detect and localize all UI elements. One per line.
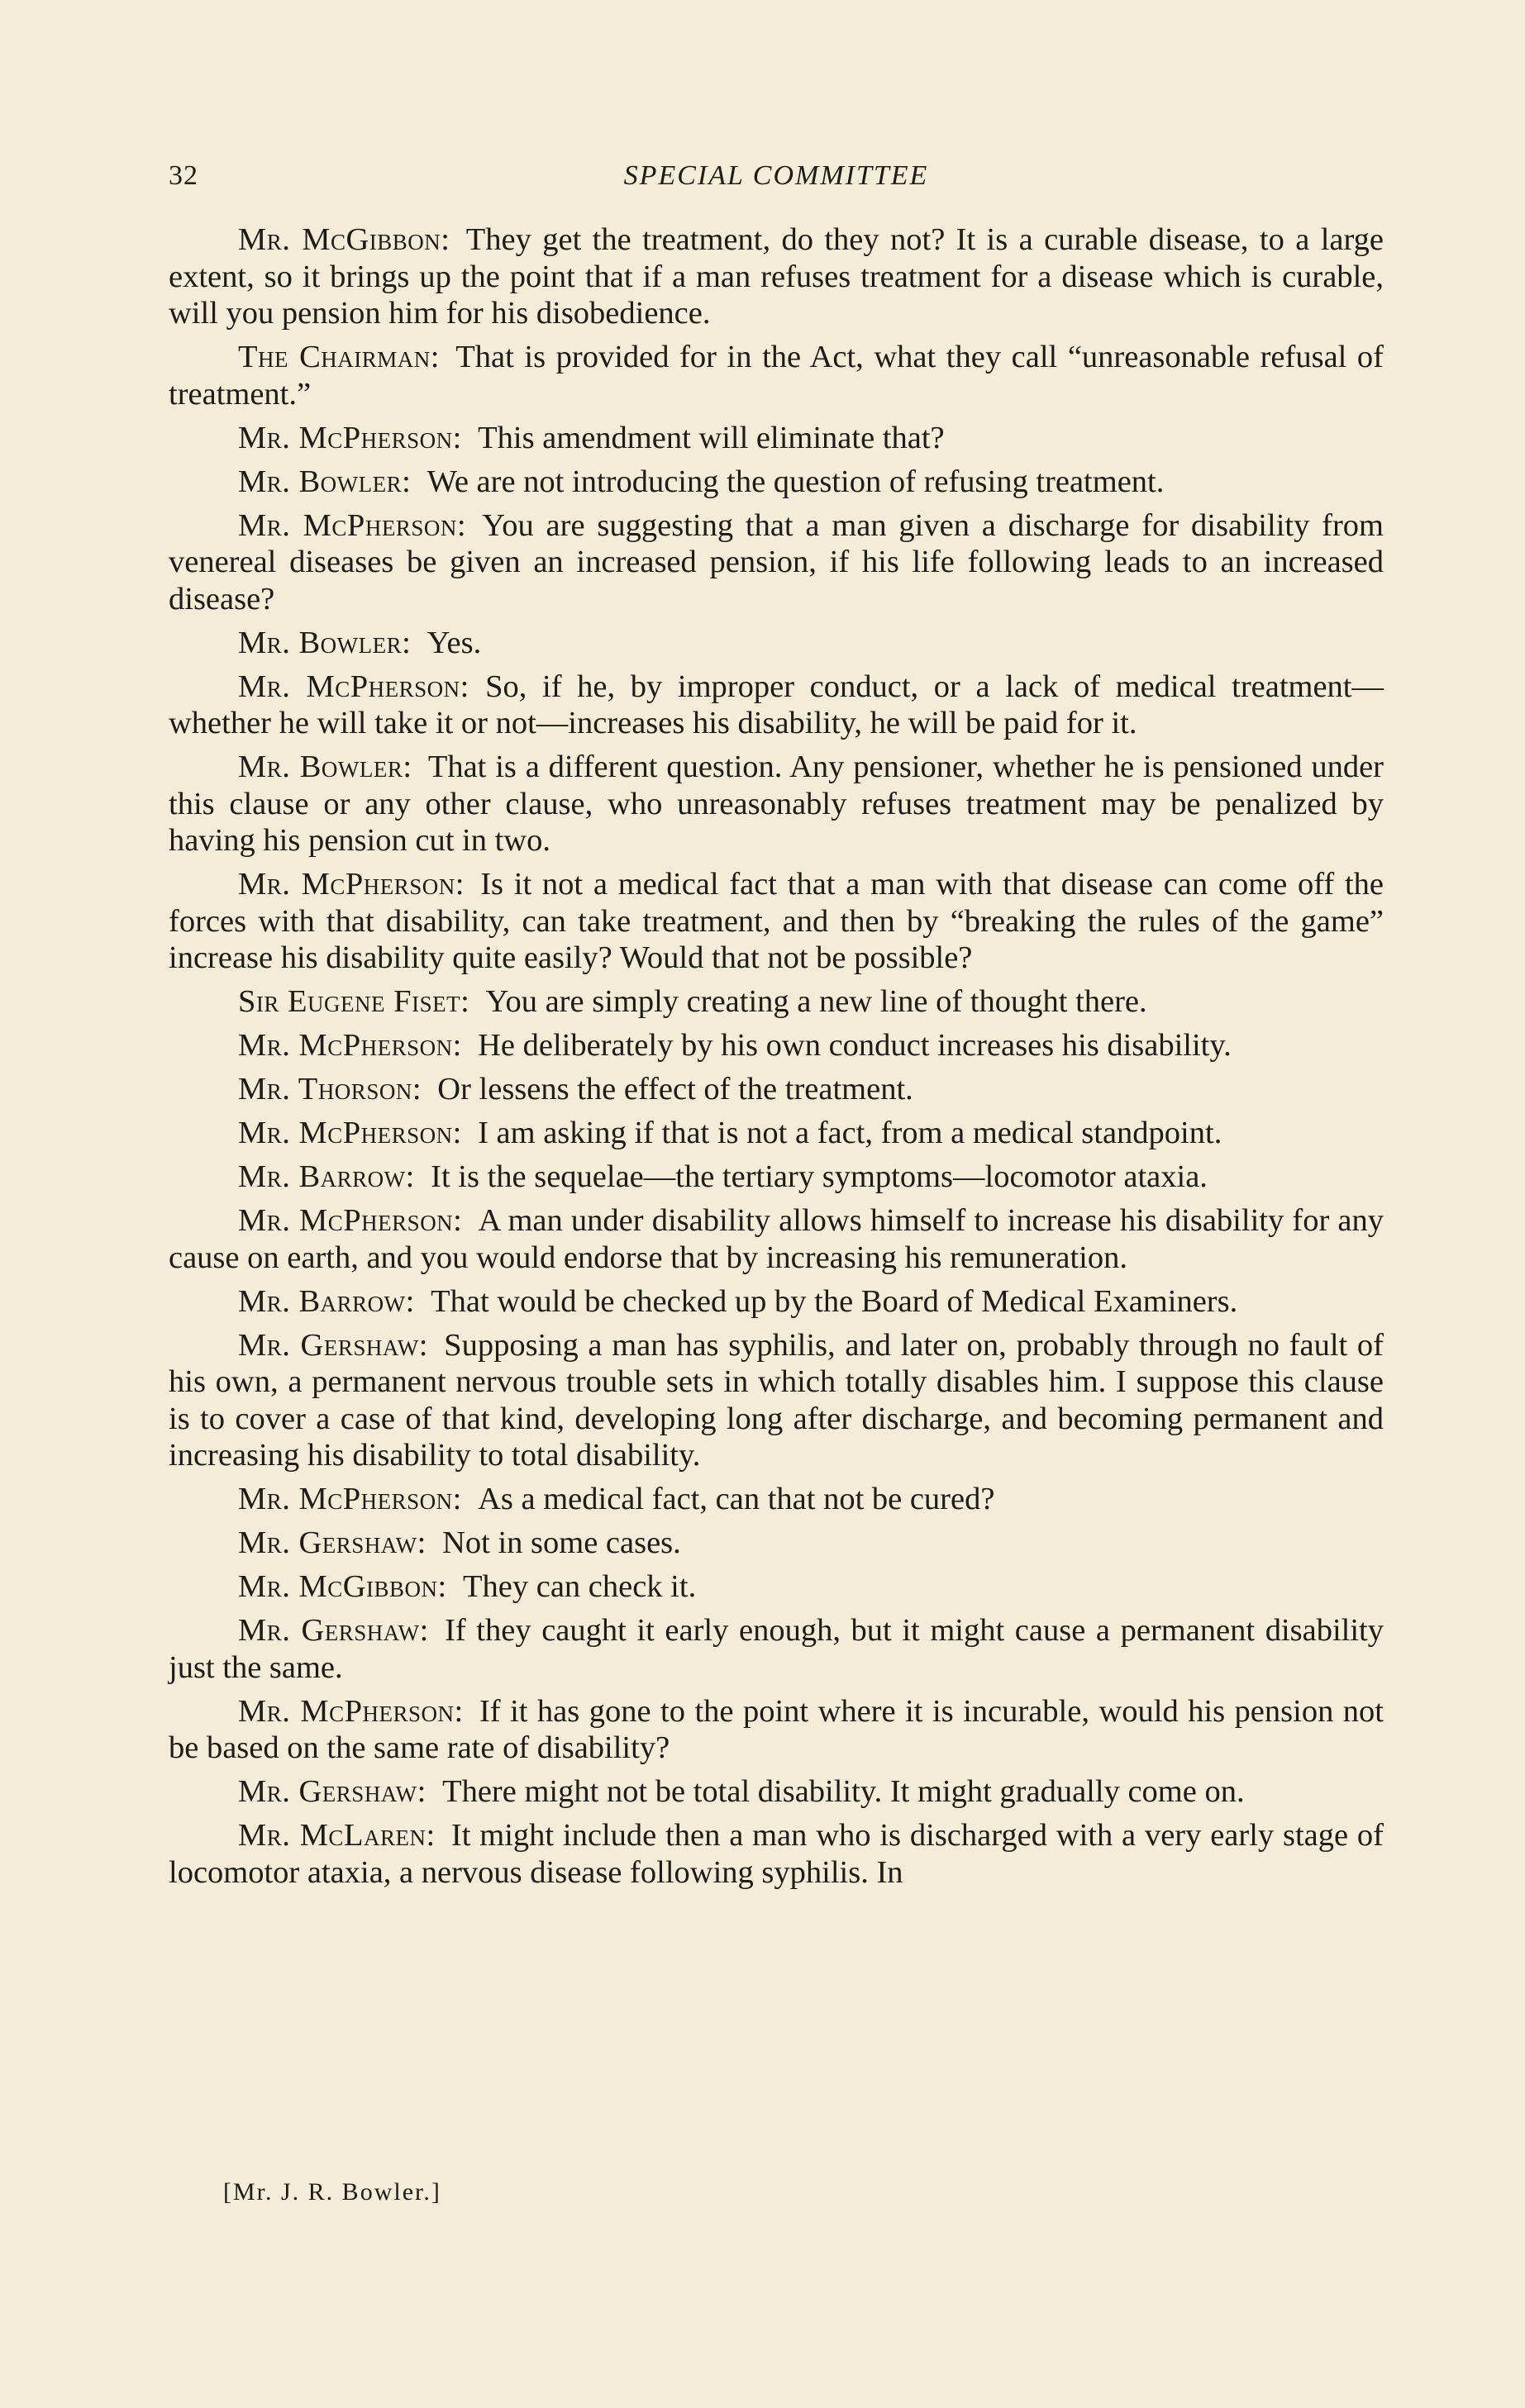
dialogue-paragraph — [169, 1525, 1384, 1562]
dialogue-paragraph — [169, 1202, 1384, 1276]
dialogue-paragraph — [169, 1612, 1384, 1686]
dialogue-paragraph — [169, 749, 1384, 859]
speech-text: Supposing a man has syphilis, and later on, probably through no fault of his own, a permanent nervous trouble sets in which totally disables him. I suppose this clause is to cover a case of that kind, developing long after discharge, and becoming permanent and increasing his disability to total disability. — [169, 1327, 1384, 1473]
speaker-name: Mr. Barrow: — [238, 1159, 415, 1194]
speech-text: That would be checked up by the Board of Medical Examiners. — [431, 1283, 1238, 1319]
speech-text: He deliberately by his own conduct increases his disability. — [478, 1028, 1232, 1063]
speech-text: It might include then a man who is discharged with a very early stage of locomotor ataxia, a nervous disease following syphilis. In — [169, 1818, 1384, 1890]
speech-text: So, if he, by improper conduct, or a lack of medical treatment—whether he will take it or not—increases his disability, he will be paid for it. — [169, 669, 1384, 740]
speech-text: They get the treatment, do they not? It is a curable disease, to a large extent, so it brings up the point that if a man refuses treatment for a disease which is curable, will you pension him for his disobedience. — [169, 222, 1384, 331]
speaker-name: Mr. Barrow: — [238, 1283, 415, 1319]
speech-text: If they caught it early enough, but it might cause a permanent disability just the same. — [169, 1613, 1384, 1685]
page-header — [169, 160, 1384, 198]
dialogue-paragraph — [169, 221, 1384, 332]
speech-text: It is the sequelae—the tertiary symptoms—locomotor ataxia. — [431, 1159, 1208, 1194]
speaker-name: Mr. McPherson: — [238, 420, 462, 455]
dialogue-paragraph — [169, 507, 1384, 618]
dialogue-paragraph — [169, 420, 1384, 457]
speaker-name: Mr. McPherson: — [238, 1116, 462, 1150]
dialogue-paragraph — [169, 1327, 1384, 1474]
dialogue-paragraph — [169, 464, 1384, 501]
speaker-name: Mr. Thorson: — [238, 1072, 422, 1106]
speech-text: They can check it. — [463, 1569, 697, 1604]
speech-text: That is provided for in the Act, what they call “unreasonable refusal of treatment.” — [169, 340, 1384, 412]
dialogue-paragraph — [169, 1115, 1384, 1152]
speech-text: Yes. — [427, 625, 482, 660]
dialogue-paragraph — [169, 1071, 1384, 1108]
speaker-name: Mr. McPherson: — [238, 1203, 463, 1238]
dialogue-paragraph — [169, 339, 1384, 412]
speech-text: Or lessens the effect of the treatment. — [437, 1072, 913, 1106]
speech-text: You are suggesting that a man given a discharge for disability from venereal diseases be given an increased pension, if his life following leads to an increased disease? — [169, 507, 1384, 616]
speaker-name: Mr. Gershaw: — [238, 1613, 429, 1648]
dialogue-paragraph — [169, 1283, 1384, 1321]
dialogue-paragraph — [169, 866, 1384, 977]
speaker-name: Mr. Bowler: — [238, 625, 412, 660]
speech-text: This amendment will eliminate that? — [478, 420, 945, 455]
dialogue-paragraph — [169, 1159, 1384, 1196]
dialogue-paragraph — [169, 983, 1384, 1021]
dialogue-paragraph — [169, 1027, 1384, 1064]
dialogue-paragraph — [169, 1693, 1384, 1767]
speaker-name: Mr. Bowler: — [238, 750, 412, 784]
speaker-name: Mr. McLaren: — [238, 1818, 436, 1853]
speaker-footnote: [Mr. J. R. Bowler.] — [223, 2178, 441, 2206]
speech-text: That is a different question. Any pensioner, whether he is pensioned under this clause or any other clause, who unreasonably refuses treatment may be penalized by having his pension cut in two. — [169, 750, 1384, 858]
speaker-name: Mr. McPherson: — [238, 1693, 464, 1729]
speech-text: Not in some cases. — [442, 1525, 681, 1560]
speech-text: If it has gone to the point where it is incurable, would his pension not be based on the same rate of disability? — [169, 1693, 1384, 1765]
transcript-body — [169, 221, 1384, 1898]
dialogue-paragraph — [169, 1481, 1384, 1518]
dialogue-paragraph — [169, 1817, 1384, 1891]
dialogue-paragraph — [169, 1773, 1384, 1811]
speech-text: You are simply creating a new line of thought there. — [485, 984, 1147, 1019]
running-head: SPECIAL COMMITTEE — [623, 160, 929, 191]
speaker-name: Mr. Gershaw: — [238, 1525, 427, 1560]
speech-text: There might not be total disability. It might gradually come on. — [442, 1774, 1245, 1809]
speaker-name: Mr. McPherson: — [238, 507, 467, 543]
speaker-name: Mr. McPherson: — [238, 1028, 462, 1063]
speaker-name: Mr. Gershaw: — [238, 1327, 428, 1363]
speech-text: As a medical fact, can that not be cured? — [478, 1482, 995, 1516]
speaker-name: Mr. McPherson: — [238, 1482, 462, 1516]
speaker-name: Mr. McPherson: — [238, 867, 465, 902]
speech-text: I am asking if that is not a fact, from a medical standpoint. — [478, 1116, 1222, 1150]
speaker-name: Mr. McGibbon: — [238, 222, 450, 257]
speaker-name: Mr. Gershaw: — [238, 1774, 427, 1809]
speaker-name: The Chairman: — [238, 340, 440, 374]
dialogue-paragraph — [169, 1568, 1384, 1606]
speech-text: A man under disability allows himself to increase his disability for any cause on earth, and you would endorse that by increasing his remuneration. — [169, 1203, 1384, 1275]
dialogue-paragraph — [169, 669, 1384, 742]
speaker-name: Mr. McPherson: — [238, 669, 469, 704]
speaker-name: Sir Eugene Fiset: — [238, 984, 470, 1019]
page-number: 32 — [169, 160, 198, 191]
speech-text: We are not introducing the question of refusing treatment. — [427, 464, 1165, 499]
speech-text: Is it not a medical fact that a man with that disease can come off the forces with that disability, can take treatment, and then by “breaking the rules of the game” increase his disability quite easily? Would that not be possible? — [169, 867, 1384, 975]
dialogue-paragraph — [169, 625, 1384, 662]
speaker-name: Mr. Bowler: — [238, 464, 412, 499]
speaker-name: Mr. McGibbon: — [238, 1569, 447, 1604]
